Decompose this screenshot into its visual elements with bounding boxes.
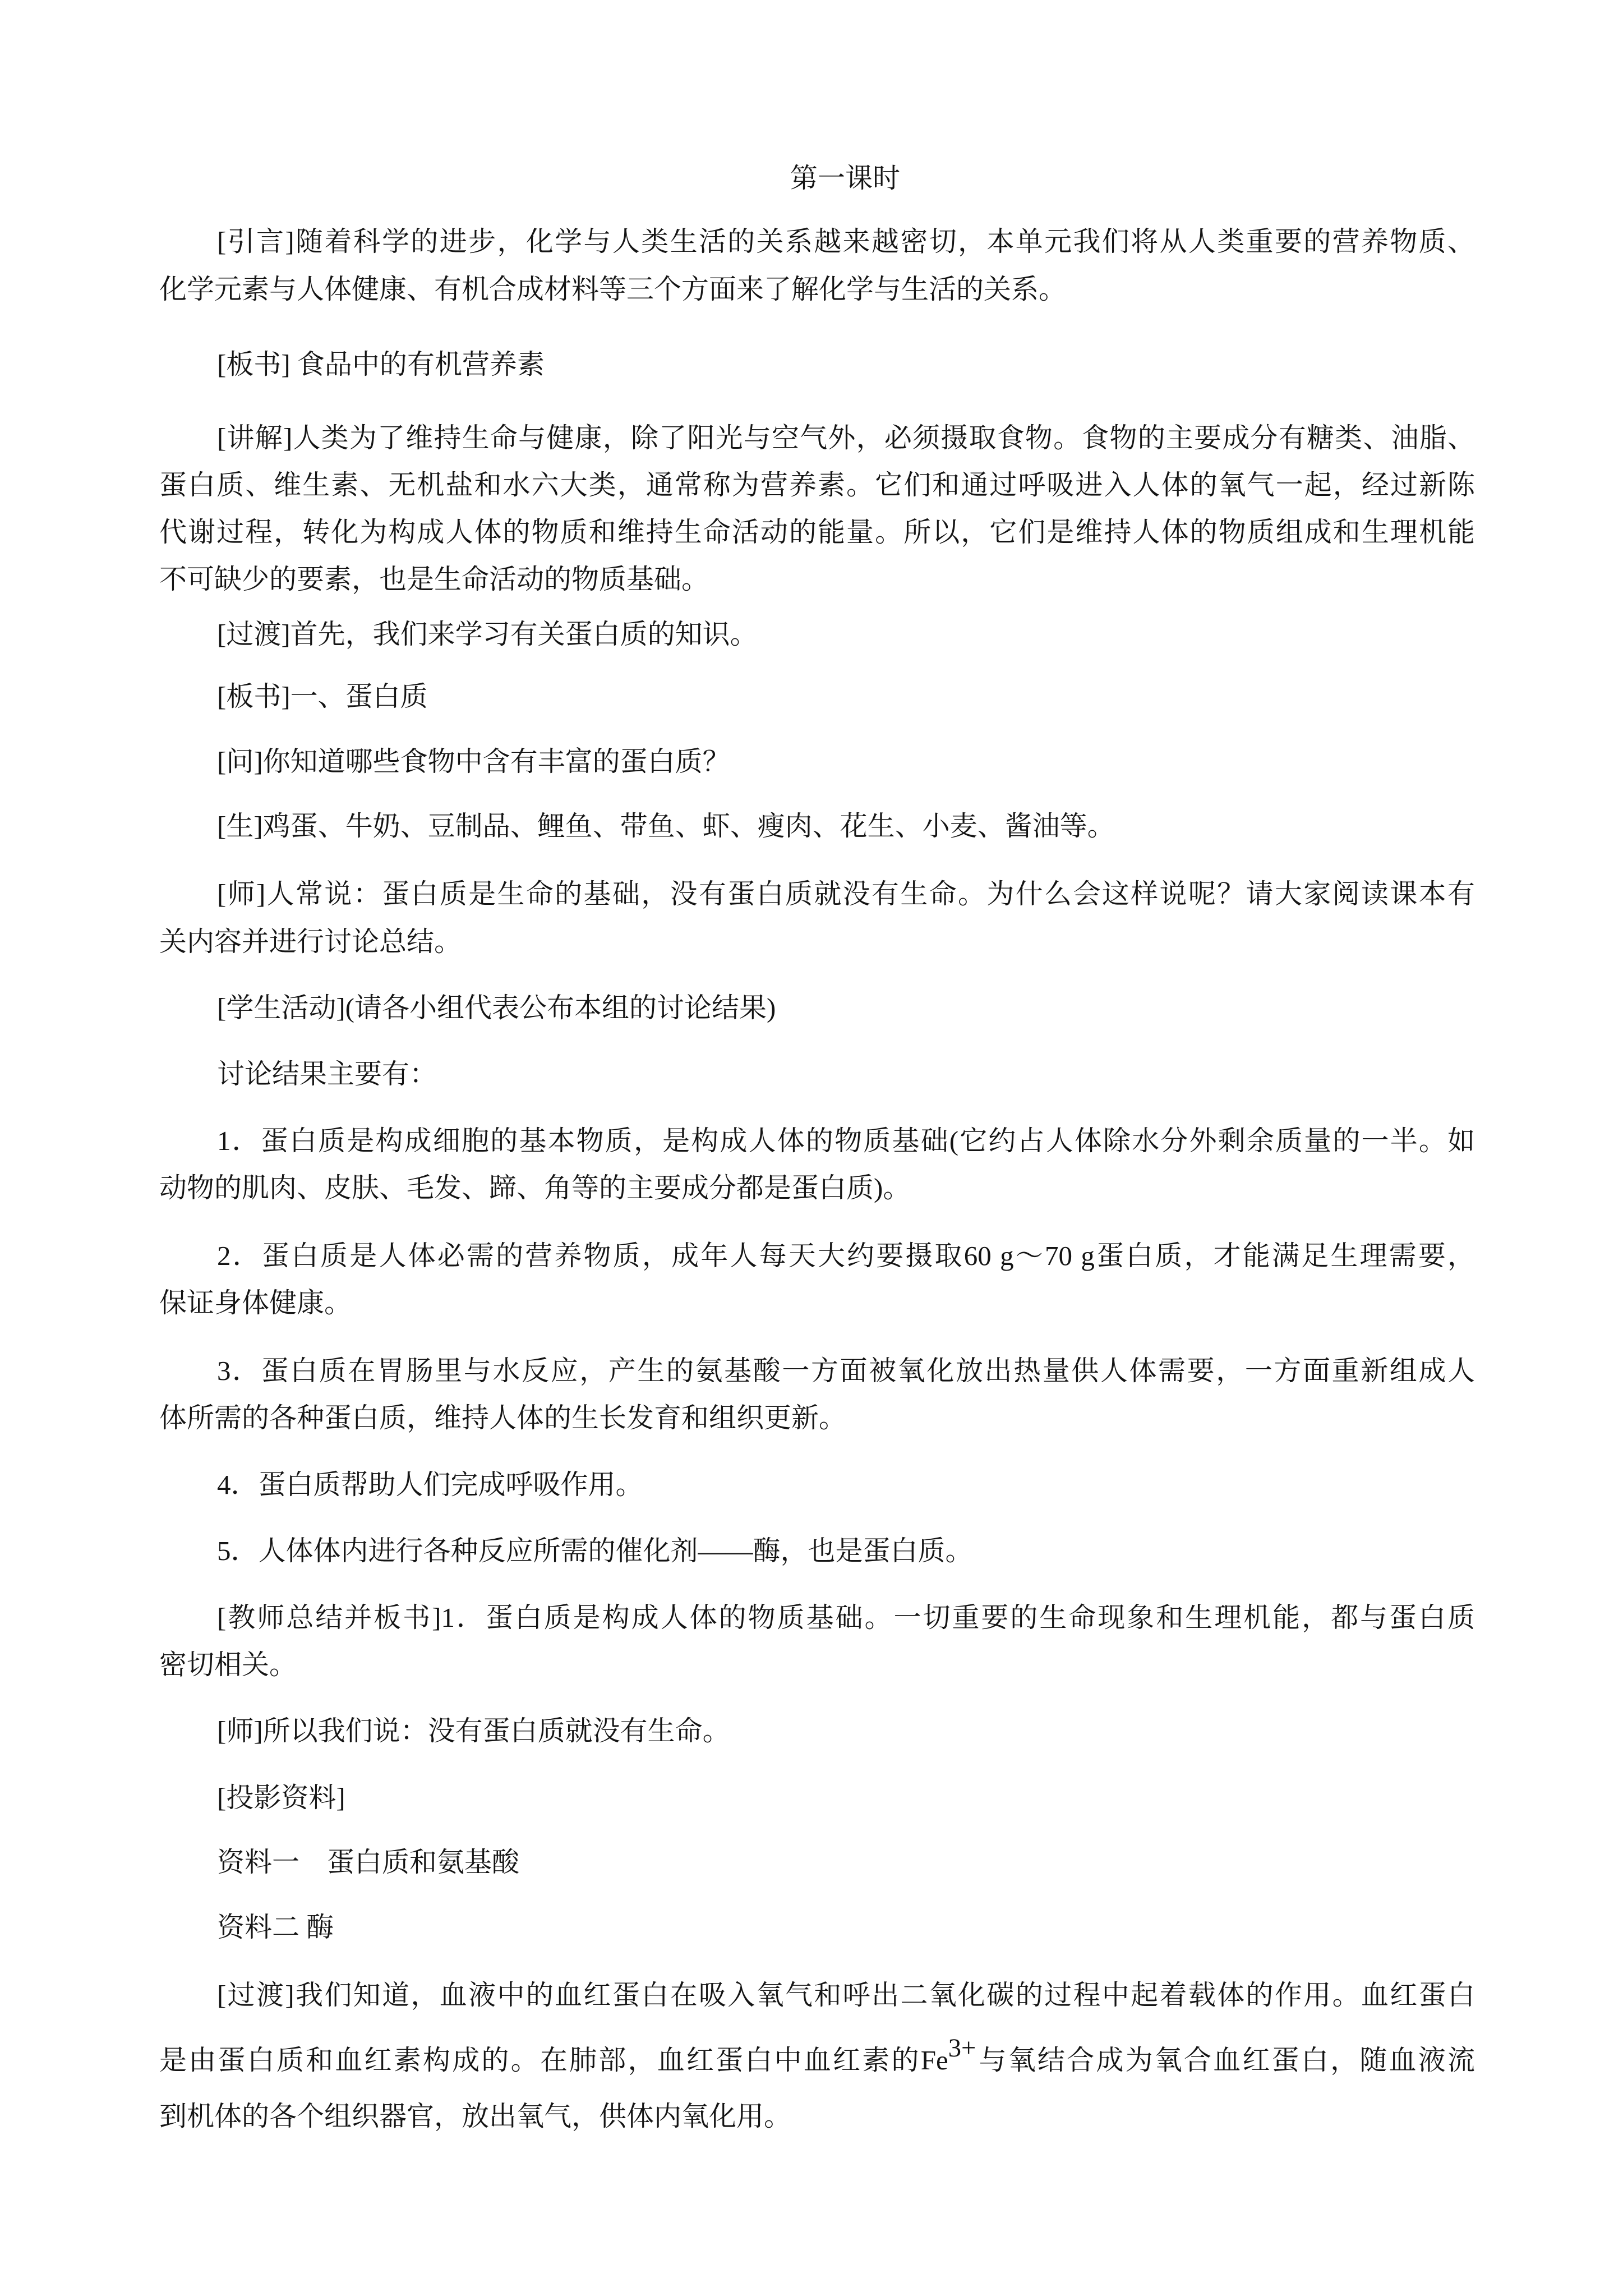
text-line: [过渡]首先，我们来学习有关蛋白质的知识。	[217, 619, 758, 650]
text-line: 2．蛋白质是人体必需的营养物质，成年人每天大约要摄取60 g～70 g蛋白质，才能满足生理需要，	[217, 1240, 1475, 1271]
text-line: [板书]一、蛋白质	[217, 681, 428, 712]
text-line: 到机体的各个组织器官，放出氧气，供体内氧化用。	[159, 2101, 792, 2132]
text-line: 资料二 酶	[217, 1912, 334, 1943]
text-line: [教师总结并板书]1．蛋白质是构成人体的物质基础。一切重要的生命现象和生理机能，都与蛋白质	[217, 1602, 1475, 1633]
text-line: 体所需的各种蛋白质，维持人体的生长发育和组织更新。	[159, 1402, 847, 1433]
text-line: 蛋白质、维生素、无机盐和水六大类，通常称为营养素。它们和通过呼吸进入人体的氧气一起，经过新陈	[159, 470, 1475, 500]
text-line: [讲解]人类为了维持生命与健康，除了阳光与空气外，必须摄取食物。食物的主要成分有糖类、油脂、	[217, 422, 1475, 453]
text-segment: 是由蛋白质和血红素构成的。在肺部，血红蛋白中血红素的	[159, 2045, 921, 2076]
iron-ion-formula: Fe	[920, 2045, 948, 2076]
ion-charge-superscript: 3+	[948, 2033, 976, 2063]
text-line: 保证身体健康。	[159, 1287, 352, 1318]
text-line: 3．蛋白质在胃肠里与水反应，产生的氨基酸一方面被氧化放出热量供人体需要，一方面重新组成人	[217, 1355, 1475, 1386]
text-line: [师]人常说：蛋白质是生命的基础，没有蛋白质就没有生命。为什么会这样说呢？请大家阅读课本有	[217, 878, 1475, 909]
lesson-title: 第一课时	[790, 163, 900, 194]
text-line: [师]所以我们说：没有蛋白质就没有生命。	[217, 1715, 730, 1746]
text-line: [生]鸡蛋、牛奶、豆制品、鲤鱼、带鱼、虾、瘦肉、花生、小麦、酱油等。	[217, 811, 1115, 841]
text-line: 关内容并进行讨论总结。	[159, 926, 462, 957]
text-line: 讨论结果主要有：	[217, 1059, 437, 1089]
text-line: [引言]随着科学的进步，化学与人类生活的关系越来越密切，本单元我们将从人类重要的营养物质、	[217, 226, 1475, 257]
text-line: [板书] 食品中的有机营养素	[217, 349, 545, 380]
text-segment: 与氧结合成为氧合血红蛋白，随血液流	[977, 2045, 1475, 2076]
text-line: 1．蛋白质是构成细胞的基本物质，是构成人体的物质基础(它约占人体除水分外剩余质量的一半。如	[217, 1125, 1475, 1156]
text-line: 化学元素与人体健康、有机合成材料等三个方面来了解化学与生活的关系。	[159, 274, 1067, 305]
text-line: 动物的肌肉、皮肤、毛发、蹄、角等的主要成分都是蛋白质)。	[159, 1172, 911, 1203]
text-line: 密切相关。	[159, 1649, 297, 1680]
text-line: [问]你知道哪些食物中含有丰富的蛋白质？	[217, 746, 730, 777]
text-line: 代谢过程，转化为构成人体的物质和维持生命活动的能量。所以，它们是维持人体的物质组成和生理机能	[159, 517, 1475, 547]
text-line: 不可缺少的要素，也是生命活动的物质基础。	[159, 564, 709, 595]
text-line-with-formula	[159, 2033, 1475, 2084]
text-line: 资料一 蛋白质和氨基酸	[217, 1847, 520, 1878]
text-line: [学生活动](请各小组代表公布本组的讨论结果)	[217, 992, 776, 1023]
text-line: 5．人体体内进行各种反应所需的催化剂——酶，也是蛋白质。	[217, 1535, 973, 1566]
text-line: 4．蛋白质帮助人们完成呼吸作用。	[217, 1469, 643, 1500]
text-line: [投影资料]	[217, 1782, 345, 1813]
text-line: [过渡]我们知道，血液中的血红蛋白在吸入氧气和呼出二氧化碳的过程中起着载体的作用。血红蛋白	[217, 1980, 1475, 2010]
